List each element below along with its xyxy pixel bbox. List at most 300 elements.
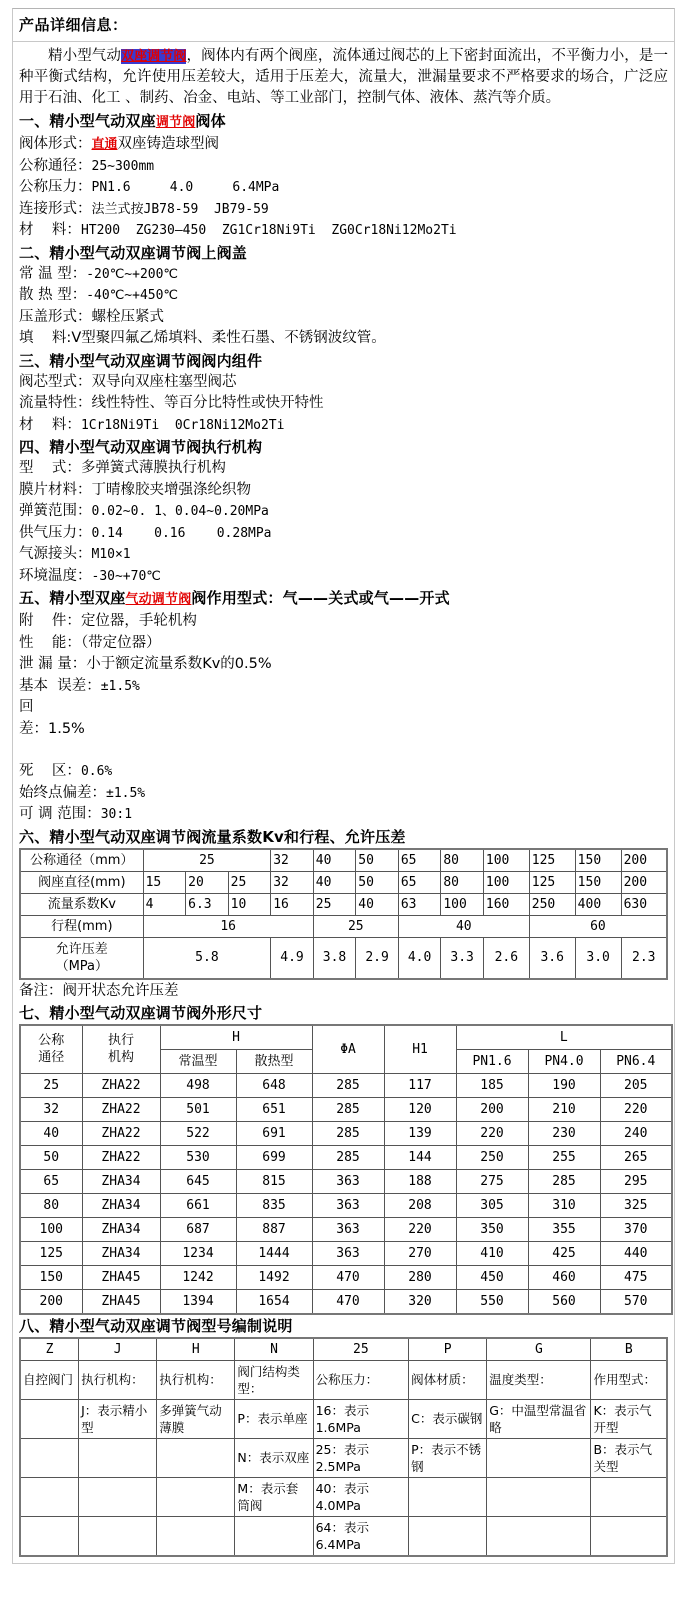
kv-flow-coefficient-table [19,848,668,980]
table-row [20,1241,672,1265]
spec-label: 材 料： [19,222,81,238]
section-8-heading: 八、精小型气动双座调节阀型号编制说明 [19,1316,293,1335]
model-code-category: 自控阀门 [20,1360,79,1399]
dim-cell-value: 440 [600,1241,672,1265]
spec-label: 流量特性： [19,395,92,411]
dim-cell-value: 205 [600,1073,672,1097]
kv-row-label: 行程(mm) [20,915,143,937]
table-row [20,1289,672,1314]
table-row [20,1145,672,1169]
spec-label: 填 料: [19,330,72,346]
dim-cell-value: 363 [312,1241,384,1265]
header-nominal-diameter-l2: 通径 [38,1050,65,1065]
dim-cell-nominal-diameter: 100 [20,1217,82,1241]
model-code-cell: J：表示精小型 [79,1399,157,1438]
blank-line [19,740,668,761]
dim-cell-value: 815 [236,1169,312,1193]
kv-cell-nominal-diameter: 100 [483,849,529,872]
dim-cell-value: 651 [236,1097,312,1121]
header-actuator-l1: 执行 [107,1033,134,1048]
header-h1: H1 [384,1025,456,1074]
dim-cell-actuator: ZHA22 [82,1121,160,1145]
spec-row-endpoint-deviation [19,783,668,805]
kv-cell-flow-coefficient: 100 [441,893,484,915]
section-2-heading: 二、精小型气动双座调节阀上阀盖 [19,243,248,262]
spec-row-plug-type [19,372,668,394]
dim-cell-value: 285 [312,1145,384,1169]
dim-cell-value: 220 [456,1121,528,1145]
spec-label: 始终点偏差： [19,784,106,801]
dim-cell-value: 280 [384,1265,456,1289]
kv-row-allowable-pressure-differential [20,937,667,979]
dim-cell-value: 1654 [236,1289,312,1314]
dim-cell-value: 501 [160,1097,236,1121]
dim-cell-value: 190 [528,1073,600,1097]
model-code-letter: Z [20,1338,79,1361]
spec-value: 0.14 0.16 0.28MPa [91,525,272,541]
dim-cell-value: 363 [312,1217,384,1241]
model-code-cell [157,1438,235,1477]
dim-cell-value: 691 [236,1121,312,1145]
spec-label: 阀芯型式： [19,373,92,390]
table-row [20,1217,672,1241]
model-code-cell [235,1516,313,1556]
model-code-cell [409,1516,487,1556]
kv-cell-flow-coefficient: 40 [356,893,399,915]
dim-cell-value: 887 [236,1217,312,1241]
model-code-cell: 16：表示1.6MPa [313,1399,409,1438]
kv-cell-flow-coefficient: 400 [575,893,621,915]
kv-cell-seat-diameter: 20 [186,871,229,893]
spec-label: 附 件： [19,613,81,629]
table-row [20,1193,672,1217]
kv-row-label: 流量系数Kv [20,893,143,915]
table-row [20,1265,672,1289]
spec-value: 0.02~0. 1、0.04~0.20MPa [91,504,269,519]
model-code-category: 公称压力： [313,1360,409,1399]
spec-row-valve-body-form [19,134,668,156]
spec-label: 基本 误差： [19,677,101,694]
dim-cell-value: 240 [600,1121,672,1145]
header-actuator-l2: 机构 [107,1050,134,1065]
model-code-row [20,1516,667,1556]
model-code-cell: C：表示碳钢 [409,1399,487,1438]
model-code-letter: G [487,1338,591,1361]
spec-label: 性 能： [19,634,81,651]
kv-row-seat-diameter [20,871,667,893]
dim-cell-value: 522 [160,1121,236,1145]
model-code-cell [20,1438,79,1477]
spec-label: 型 式： [19,460,81,476]
model-code-letter: B [591,1338,667,1361]
spec-label: 常 温 型： [19,265,87,282]
model-code-cell [591,1477,667,1516]
spec-row-connection-form [19,199,668,221]
kv-cell-nominal-diameter: 32 [271,849,314,872]
spec-value: -30~+70℃ [91,568,161,584]
model-code-row [20,1438,667,1477]
kv-row-label: 公称通径（mm） [20,849,143,872]
dim-cell-value: 295 [600,1169,672,1193]
dim-cell-value: 550 [456,1289,528,1314]
kv-cell-nominal-diameter: 25 [143,849,271,872]
kv-cell-flow-coefficient: 630 [621,893,667,915]
dim-cell-value: 460 [528,1265,600,1289]
spec-value: 丁晴橡胶夹增强涤纶织物 [91,481,251,498]
dim-cell-value: 648 [236,1073,312,1097]
spec-row-leakage [19,654,668,676]
kv-cell-seat-diameter: 32 [271,871,314,893]
section-6-remark: 备注：阀开状态允许压差 [19,982,179,999]
spec-value: 30:1 [100,807,133,822]
dim-cell-nominal-diameter: 80 [20,1193,82,1217]
spec-value: 25~300mm [91,158,155,174]
dim-cell-value: 687 [160,1217,236,1241]
kv-cell-flow-coefficient: 25 [313,893,356,915]
model-code-cell [409,1477,487,1516]
model-code-cell [20,1477,79,1516]
dim-cell-value: 144 [384,1145,456,1169]
model-code-cell [157,1477,235,1516]
spec-label: 公称通径： [19,157,92,174]
spec-value: 双导向双座柱塞型阀芯 [91,373,237,390]
dim-cell-value: 185 [456,1073,528,1097]
model-code-cell: N：表示双座 [235,1438,313,1477]
kv-cell-seat-diameter: 125 [529,871,575,893]
kv-cell-flow-coefficient: 16 [271,893,314,915]
dim-cell-value: 1394 [160,1289,236,1314]
spec-row-flow-characteristic [19,393,668,415]
model-code-cell [487,1438,591,1477]
spec-label: 供气压力： [19,524,92,541]
spec-label: 连接形式： [19,200,92,217]
kv-row-stroke [20,915,667,937]
spec-row-hysteresis-line1: 回 [19,699,34,715]
model-code-cell: B：表示气关型 [591,1438,667,1477]
kv-cell-nominal-diameter: 65 [398,849,441,872]
dim-cell-value: 661 [160,1193,236,1217]
dim-cell-value: 285 [312,1073,384,1097]
dim-cell-value: 188 [384,1169,456,1193]
kv-cell-stroke: 40 [398,915,529,937]
spec-value: 1Cr18Ni9Ti 0Cr18Ni12Mo2Ti [80,417,285,433]
header-actuator [82,1025,160,1074]
spec-label: 材 料： [19,416,81,433]
intro-after: ，阀体内有两个阀座，流体通过阀芯的上下密封面流出，不平衡力小，是一种平衡式结构，允许使用压差较大，适用于压差大，流量大，泄漏量要求不严格要求的场合，广泛应用于石油、化工 、制药、冶金、电站、等工业部门，控制气体、液体、蒸汽等介质。 [19,48,669,106]
overall-dimensions-table [19,1024,673,1315]
model-code-letter: H [157,1338,235,1361]
kv-row-label: 允许压差 （MPa） [20,937,143,979]
model-code-cell: 多弹簧气动薄膜 [157,1399,235,1438]
dim-cell-value: 470 [312,1289,384,1314]
model-code-category: 阀门结构类型： [235,1360,313,1399]
intro-before: 精小型气动 [48,48,121,64]
spec-row-trim-material [19,415,668,437]
dim-cell-value: 498 [160,1073,236,1097]
dim-cell-value: 1444 [236,1241,312,1265]
spec-row-heat-dissipation-type [19,285,668,307]
table-row [20,1097,672,1121]
kv-cell-allowable-pressure-differential: 3.3 [441,937,484,979]
kv-cell-nominal-diameter: 40 [313,849,356,872]
section-4-heading: 四、精小型气动双座调节阀执行机构 [19,438,263,456]
section-1-heading-after: 阀体 [195,112,226,130]
kv-cell-seat-diameter: 40 [313,871,356,893]
spec-label: 泄 漏 量： [19,656,87,672]
dim-cell-value: 560 [528,1289,600,1314]
dim-cell-actuator: ZHA22 [82,1073,160,1097]
spec-label: 散 热 型： [19,287,87,303]
dim-cell-value: 139 [384,1121,456,1145]
spec-row-ambient-temperature [19,566,668,588]
spec-row-actuator-type [19,458,668,480]
model-code-cell: P：表示不锈钢 [409,1438,487,1477]
spec-value: 定位器，手轮机构 [80,613,197,629]
kv-row-flow-coefficient [20,893,667,915]
section-1-heading-link[interactable]: 调节阀 [155,115,196,130]
dim-cell-actuator: ZHA45 [82,1289,160,1314]
section-5-heading-link[interactable]: 气动调节阀 [125,592,192,607]
dim-cell-nominal-diameter: 65 [20,1169,82,1193]
section-5-heading [19,587,668,611]
dim-cell-nominal-diameter: 200 [20,1289,82,1314]
spec-value: 多弹簧式薄膜执行机构 [80,460,226,476]
header-h-normal-temp: 常温型 [160,1049,236,1073]
dim-cell-value: 363 [312,1169,384,1193]
model-code-cell: 25：表示2.5MPa [313,1438,409,1477]
kv-cell-nominal-diameter: 200 [621,849,667,872]
spec-row-packing [19,328,668,350]
header-l-pn64: PN6.4 [600,1049,672,1073]
header-h: H [160,1025,312,1050]
dim-cell-value: 835 [236,1193,312,1217]
header-h-heat-dissipation: 散热型 [236,1049,312,1073]
spec-label: 阀体形式： [19,136,92,152]
spec-value: -20℃~+200℃ [86,266,179,282]
model-code-cell [157,1516,235,1556]
spec-row-performance [19,633,668,655]
kv-cell-seat-diameter: 50 [356,871,399,893]
model-code-category: 温度类型： [487,1360,591,1399]
page-title: 产品详细信息： [13,9,674,42]
spec-row-supply-pressure [19,523,668,545]
kv-cell-allowable-pressure-differential: 2.6 [483,937,529,979]
dim-cell-value: 265 [600,1145,672,1169]
model-code-category: 阀体材质： [409,1360,487,1399]
dim-cell-value: 1492 [236,1265,312,1289]
dim-cell-value: 475 [600,1265,672,1289]
kv-cell-flow-coefficient: 4 [143,893,186,915]
spec-value: V型聚四氟乙烯填料、柔性石墨、不锈钢波纹管。 [71,330,386,346]
model-code-cell: 40：表示4.0MPa [313,1477,409,1516]
spec-label: 公称压力： [19,179,92,195]
dim-cell-value: 645 [160,1169,236,1193]
kv-cell-allowable-pressure-differential: 2.9 [356,937,399,979]
valve-body-form-link[interactable]: 直通 [91,137,118,152]
dim-cell-value: 320 [384,1289,456,1314]
dim-cell-actuator: ZHA34 [82,1193,160,1217]
dim-cell-actuator: ZHA22 [82,1145,160,1169]
model-code-row [20,1477,667,1516]
kv-cell-seat-diameter: 80 [441,871,484,893]
dim-cell-value: 200 [456,1097,528,1121]
spec-value: 螺栓压紧式 [91,308,164,325]
dim-cell-value: 310 [528,1193,600,1217]
spec-row-normal-temp-type [19,264,668,286]
spec-value: （带定位器） [80,634,161,651]
kv-cell-stroke: 16 [143,915,313,937]
dim-cell-value: 370 [600,1217,672,1241]
spec-label: 环境温度： [19,567,92,584]
header-phi-a: ΦA [312,1025,384,1074]
section-1-heading [19,110,668,134]
kv-cell-seat-diameter: 150 [575,871,621,893]
section-1-heading-before: 一、精小型气动双座 [19,112,156,130]
dim-cell-value: 208 [384,1193,456,1217]
model-code-cell [20,1516,79,1556]
spec-row-hysteresis-line2: 差：1.5% [19,720,85,737]
dim-cell-value: 570 [600,1289,672,1314]
intro-highlight-link[interactable]: 双座调节阀 [120,49,187,64]
spec-row-nominal-pressure [19,177,668,199]
dim-cell-value: 220 [600,1097,672,1121]
kv-cell-nominal-diameter: 125 [529,849,575,872]
kv-cell-allowable-pressure-differential: 3.8 [313,937,356,979]
spec-label: 可 调 范围： [19,806,101,822]
dim-cell-value: 363 [312,1193,384,1217]
spec-row-dead-band [19,761,668,783]
kv-cell-seat-diameter: 100 [483,871,529,893]
dim-cell-value: 450 [456,1265,528,1289]
model-code-cell [79,1477,157,1516]
spec-value: ±1.5% [100,678,140,694]
model-code-category: 作用型式： [591,1360,667,1399]
dim-cell-actuator: ZHA34 [82,1241,160,1265]
dim-cell-nominal-diameter: 32 [20,1097,82,1121]
model-code-cell [79,1516,157,1556]
model-code-category: 执行机构： [157,1360,235,1399]
table-header-row [20,1025,672,1050]
dim-cell-value: 355 [528,1217,600,1241]
dim-cell-value: 210 [528,1097,600,1121]
section-3-heading: 三、精小型气动双座调节阀阀内组件 [19,351,263,370]
kv-row-nominal-diameter [20,849,667,872]
dim-cell-value: 285 [312,1121,384,1145]
dim-cell-value: 1234 [160,1241,236,1265]
model-code-cell: G：中温型常温省略 [487,1399,591,1438]
spec-row-spring-range [19,501,668,523]
model-code-cell [591,1516,667,1556]
dim-cell-value: 285 [312,1097,384,1121]
section-7-heading: 七、精小型气动双座调节阀外形尺寸 [19,1003,263,1022]
product-detail-document [12,8,675,1564]
spec-value: 小于额定流量系数Kv的0.5% [86,656,272,672]
dim-cell-value: 410 [456,1241,528,1265]
spec-label: 压盖形式： [19,308,92,325]
kv-cell-allowable-pressure-differential: 5.8 [143,937,271,979]
table-row [20,1073,672,1097]
kv-cell-allowable-pressure-differential: 4.9 [271,937,314,979]
dim-cell-nominal-diameter: 150 [20,1265,82,1289]
spec-row-nominal-diameter [19,156,668,178]
kv-cell-seat-diameter: 15 [143,871,186,893]
dim-cell-nominal-diameter: 25 [20,1073,82,1097]
kv-cell-flow-coefficient: 250 [529,893,575,915]
model-code-category: 执行机构： [79,1360,157,1399]
spec-label: 气源接头： [19,546,92,562]
spec-label: 死 区： [19,763,81,779]
spec-row-basic-error [19,676,668,698]
spec-row-air-connection [19,544,668,566]
dim-cell-value: 325 [600,1193,672,1217]
dim-cell-value: 220 [384,1217,456,1241]
document-body [13,42,674,1563]
kv-cell-allowable-pressure-differential: 4.0 [398,937,441,979]
dim-cell-value: 255 [528,1145,600,1169]
model-code-cell [20,1399,79,1438]
spec-value: 0.6% [80,764,113,779]
spec-row-gland-form [19,307,668,329]
dim-cell-nominal-diameter: 50 [20,1145,82,1169]
header-nominal-diameter [20,1025,82,1074]
kv-cell-allowable-pressure-differential: 2.3 [621,937,667,979]
model-code-cell [487,1477,591,1516]
header-l-pn40: PN4.0 [528,1049,600,1073]
model-code-cell [487,1516,591,1556]
kv-cell-seat-diameter: 25 [228,871,271,893]
dim-cell-value: 275 [456,1169,528,1193]
model-code-letter: 25 [313,1338,409,1361]
section-6-heading: 六、精小型气动双座调节阀流量系数Kv和行程、允许压差 [19,827,406,846]
dim-cell-value: 120 [384,1097,456,1121]
model-code-category-row [20,1360,667,1399]
model-code-header-row [20,1338,667,1361]
kv-cell-allowable-pressure-differential: 3.0 [575,937,621,979]
kv-cell-flow-coefficient: 160 [483,893,529,915]
dim-cell-value: 530 [160,1145,236,1169]
spec-row-accessories [19,611,668,633]
dim-cell-value: 305 [456,1193,528,1217]
dim-cell-value: 699 [236,1145,312,1169]
spec-value: ±1.5% [106,785,146,801]
spec-value: 线性特性、等百分比特性或快开特性 [91,395,324,411]
header-l: L [456,1025,672,1050]
kv-cell-flow-coefficient: 63 [398,893,441,915]
dim-cell-actuator: ZHA34 [82,1169,160,1193]
spec-value: M10×1 [91,547,131,562]
model-code-letter: P [409,1338,487,1361]
dim-cell-actuator: ZHA45 [82,1265,160,1289]
model-code-cell [79,1438,157,1477]
dim-cell-nominal-diameter: 40 [20,1121,82,1145]
model-code-cell: M：表示套筒阀 [235,1477,313,1516]
dim-cell-value: 350 [456,1217,528,1241]
table-row [20,1121,672,1145]
model-code-table [19,1337,668,1557]
kv-cell-nominal-diameter: 80 [441,849,484,872]
kv-cell-flow-coefficient: 6.3 [186,893,229,915]
spec-value: PN1.6 4.0 6.4MPa [91,180,280,195]
model-code-letter: J [79,1338,157,1361]
dim-cell-value: 1242 [160,1265,236,1289]
kv-row-label: 阀座直径(mm) [20,871,143,893]
model-code-row [20,1399,667,1438]
dim-cell-value: 425 [528,1241,600,1265]
dim-cell-value: 285 [528,1169,600,1193]
dim-cell-value: 117 [384,1073,456,1097]
spec-value: 双座铸造球型阀 [117,136,220,152]
spec-value: HT200 ZG230—450 ZG1Cr18Ni9Ti ZG0Cr18Ni12Mo2Ti [80,223,457,238]
